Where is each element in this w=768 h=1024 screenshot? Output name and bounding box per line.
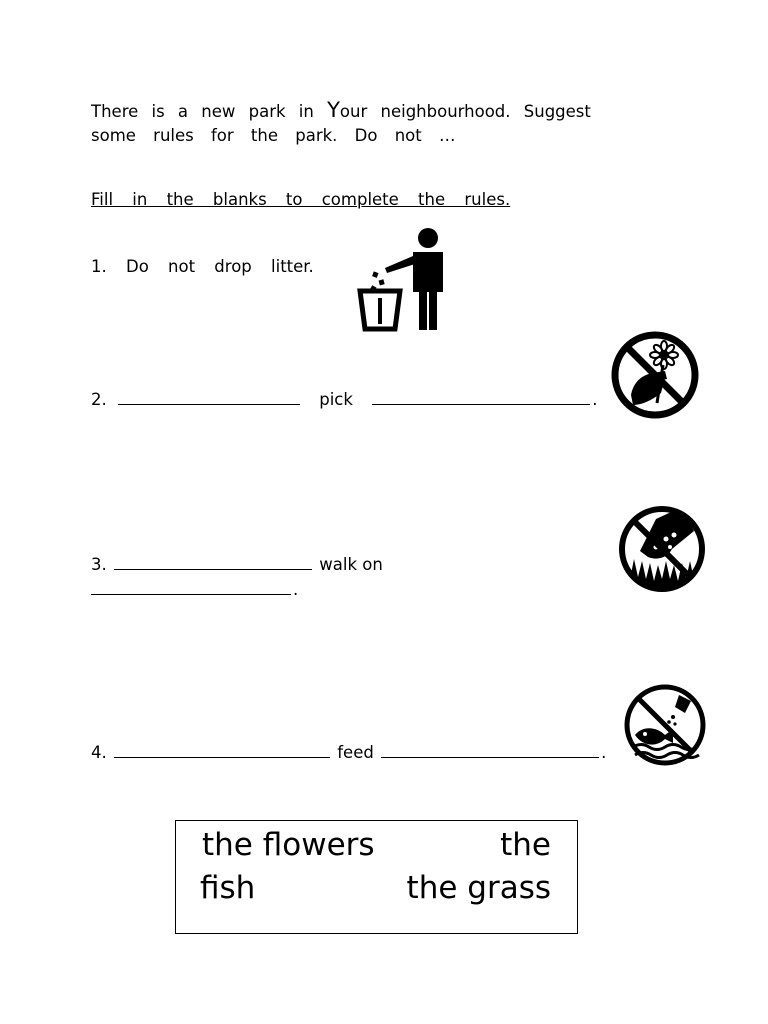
litter-bin-person-icon: [355, 228, 455, 332]
rule-2: 2. pick .: [91, 390, 598, 409]
blank-field[interactable]: [372, 390, 590, 405]
intro-line-1: There is a new park in Your neighbourhood. Suggest: [91, 98, 591, 122]
word-bank-item: the grass: [406, 870, 551, 906]
word-bank-item: the: [500, 827, 551, 863]
word-bank-item: fish: [200, 870, 256, 906]
rule-3: 3. walk on: [91, 555, 383, 574]
blank-field[interactable]: [118, 390, 300, 405]
no-walking-on-grass-icon: [615, 502, 709, 596]
instruction: Fill in the blanks to complete the rules.: [91, 190, 511, 209]
rule-4: 4. feed .: [91, 743, 607, 762]
intro-line-2: some rules for the park. Do not …: [91, 126, 456, 145]
word-bank: [175, 820, 578, 934]
word-bank-item: the flowers: [202, 827, 375, 863]
no-feeding-fish-icon: [622, 682, 708, 768]
rule-3-line-2: .: [91, 580, 298, 599]
blank-field[interactable]: [114, 743, 330, 758]
no-picking-flowers-icon: [606, 330, 704, 420]
blank-field[interactable]: [381, 743, 599, 758]
blank-field[interactable]: [114, 555, 312, 570]
rule-1: 1. Do not drop litter.: [91, 257, 314, 276]
blank-field[interactable]: [91, 580, 291, 595]
